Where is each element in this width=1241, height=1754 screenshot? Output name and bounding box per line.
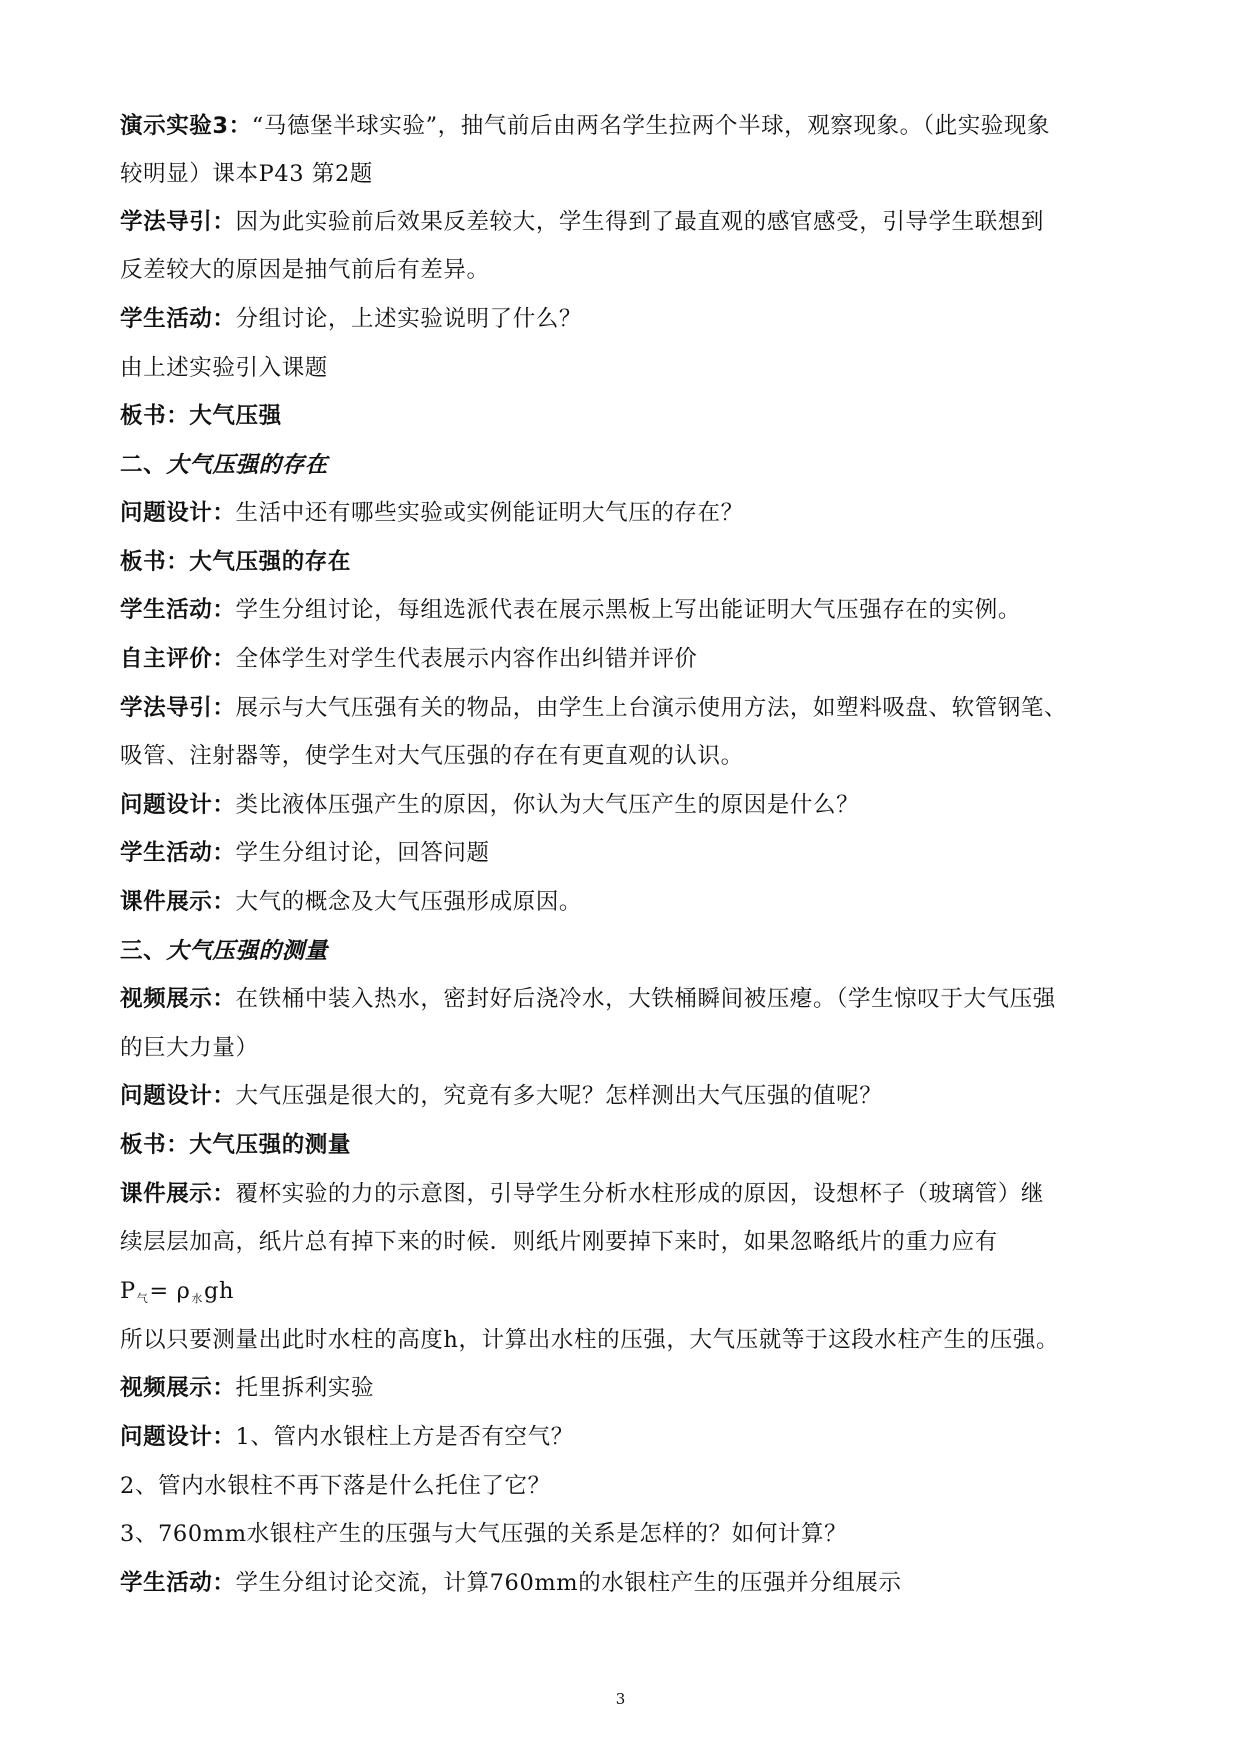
paragraph-text: 大气压强是很大的，究竟有多大呢？怎样测出大气压强的值呢？ xyxy=(235,1083,883,1109)
paragraph-text: 分组讨论，上述实验说明了什么？ xyxy=(235,306,583,332)
paragraph-label: 视频展示： xyxy=(120,986,236,1012)
paragraph-label: 板书：大气压强的存在 xyxy=(120,549,352,575)
paragraph-text: 学生分组讨论，每组选派代表在展示黑板上写出能证明大气压强存在的实例。 xyxy=(235,597,1021,623)
paragraph-label: 问题设计： xyxy=(120,1083,236,1109)
paragraph-line xyxy=(120,690,1130,726)
paragraph-line xyxy=(120,1127,1130,1163)
paragraph-label: 板书：大气压强的测量 xyxy=(120,1132,352,1158)
paragraph-label: 视频展示： xyxy=(120,1375,236,1401)
paragraph-text: 的巨大力量） xyxy=(120,1035,259,1061)
paragraph-text: 因为此实验前后效果反差较大，学生得到了最直观的感官感受，引导学生联想到 xyxy=(235,209,1045,235)
paragraph-text: 所以只要测量出此时水柱的高度h，计算出水柱的压强，大气压就等于这段水柱产生的压强。 xyxy=(120,1327,1060,1353)
paragraph-label: 问题设计： xyxy=(120,1424,236,1450)
paragraph-line xyxy=(120,301,1130,337)
paragraph-text: 由上述实验引入课题 xyxy=(120,355,328,381)
paragraph-line xyxy=(120,884,1130,920)
paragraph-text: 吸管、注射器等，使学生对大气压强的存在有更直观的认识。 xyxy=(120,743,744,769)
paragraph-text: “马德堡半球实验”，抽气前后由两名学生拉两个半球，观察现象。（此实验现象 xyxy=(251,113,1051,139)
paragraph-line xyxy=(120,1565,1130,1601)
paragraph-label: 学生活动： xyxy=(120,597,236,623)
paragraph-line xyxy=(120,592,1130,628)
formula-p-sub: 气 xyxy=(136,1292,149,1305)
paragraph-line xyxy=(120,1370,1130,1406)
paragraph-text: 生活中还有哪些实验或实例能证明大气压的存在？ xyxy=(235,500,744,526)
section-number: 三、 xyxy=(120,938,167,964)
paragraph-line xyxy=(120,981,1130,1017)
paragraph-line xyxy=(120,350,1130,386)
paragraph-line xyxy=(120,1468,1130,1504)
paragraph-line xyxy=(120,787,1130,823)
section-title: 大气压强的测量 xyxy=(166,938,328,964)
formula-rest: gh xyxy=(204,1278,235,1304)
paragraph-label: 板书：大气压强 xyxy=(120,403,282,429)
paragraph-line xyxy=(120,1322,1130,1358)
paragraph-label: 学生活动： xyxy=(120,1570,236,1596)
paragraph-line xyxy=(120,1078,1130,1114)
paragraph-text: 较明显）课本P43 第2题 xyxy=(120,161,374,187)
paragraph-text: 3、760mm水银柱产生的压强与大气压强的关系是怎样的？如何计算？ xyxy=(120,1521,848,1547)
paragraph-line xyxy=(120,641,1130,677)
section-number: 二、 xyxy=(120,452,167,478)
paragraph-label: 课件展示： xyxy=(120,1181,236,1207)
paragraph-label: 自主评价： xyxy=(120,646,236,672)
paragraph-line xyxy=(120,252,1130,288)
paragraph-text: 反差较大的原因是抽气前后有差异。 xyxy=(120,257,490,283)
section-title: 大气压强的存在 xyxy=(166,452,328,478)
page-number: 3 xyxy=(615,1690,626,1708)
paragraph-label: 问题设计： xyxy=(120,500,236,526)
paragraph-line xyxy=(120,398,1130,434)
paragraph-label: 课件展示： xyxy=(120,889,236,915)
paragraph-line xyxy=(120,1030,1130,1066)
paragraph-line xyxy=(120,1224,1130,1260)
paragraph-line xyxy=(120,1176,1130,1212)
paragraph-line xyxy=(120,156,1130,192)
paragraph-label: 学生活动： xyxy=(120,840,236,866)
paragraph-text: 学生分组讨论交流，计算760mm的水银柱产生的压强并分组展示 xyxy=(235,1570,902,1596)
paragraph-line xyxy=(120,544,1130,580)
paragraph-label: 问题设计： xyxy=(120,792,236,818)
paragraph-line xyxy=(120,738,1130,774)
section-heading xyxy=(120,447,1130,483)
paragraph-label: 演示实验3： xyxy=(120,113,252,139)
paragraph-text: 类比液体压强产生的原因，你认为大气压产生的原因是什么？ xyxy=(235,792,860,818)
formula-line xyxy=(120,1273,1130,1317)
paragraph-text: 2、管内水银柱不再下落是什么托住了它？ xyxy=(120,1473,551,1499)
paragraph-line xyxy=(120,204,1130,240)
paragraph-line xyxy=(120,108,1130,144)
paragraph-text: 在铁桶中装入热水，密封好后浇冷水，大铁桶瞬间被压瘪。（学生惊叹于大气压强 xyxy=(235,986,1056,1012)
paragraph-text: 1、管内水银柱上方是否有空气？ xyxy=(235,1424,574,1450)
paragraph-line xyxy=(120,495,1130,531)
paragraph-text: 续层层加高，纸片总有掉下来的时候．则纸片刚要掉下来时，如果忽略纸片的重力应有 xyxy=(120,1229,998,1255)
formula-eq: = ρ xyxy=(149,1278,191,1304)
paragraph-label: 学生活动： xyxy=(120,306,236,332)
paragraph-line xyxy=(120,1516,1130,1552)
section-heading xyxy=(120,933,1130,969)
paragraph-label: 学法导引： xyxy=(120,209,236,235)
paragraph-line xyxy=(120,835,1130,871)
formula-p: P xyxy=(120,1278,136,1304)
paragraph-text: 全体学生对学生代表展示内容作出纠错并评价 xyxy=(235,646,698,672)
paragraph-text: 覆杯实验的力的示意图，引导学生分析水柱形成的原因，设想杯子（玻璃管）继 xyxy=(235,1181,1045,1207)
paragraph-text: 托里拆利实验 xyxy=(235,1375,375,1401)
paragraph-text: 学生分组讨论，回答问题 xyxy=(235,840,490,866)
paragraph-text: 展示与大气压强有关的物品，由学生上台演示使用方法，如塑料吸盘、软管钢笔、 xyxy=(235,695,1068,721)
paragraph-text: 大气的概念及大气压强形成原因。 xyxy=(235,889,583,915)
formula-rho-sub: 水 xyxy=(191,1292,204,1305)
paragraph-label: 学法导引： xyxy=(120,695,236,721)
paragraph-line xyxy=(120,1419,1130,1455)
